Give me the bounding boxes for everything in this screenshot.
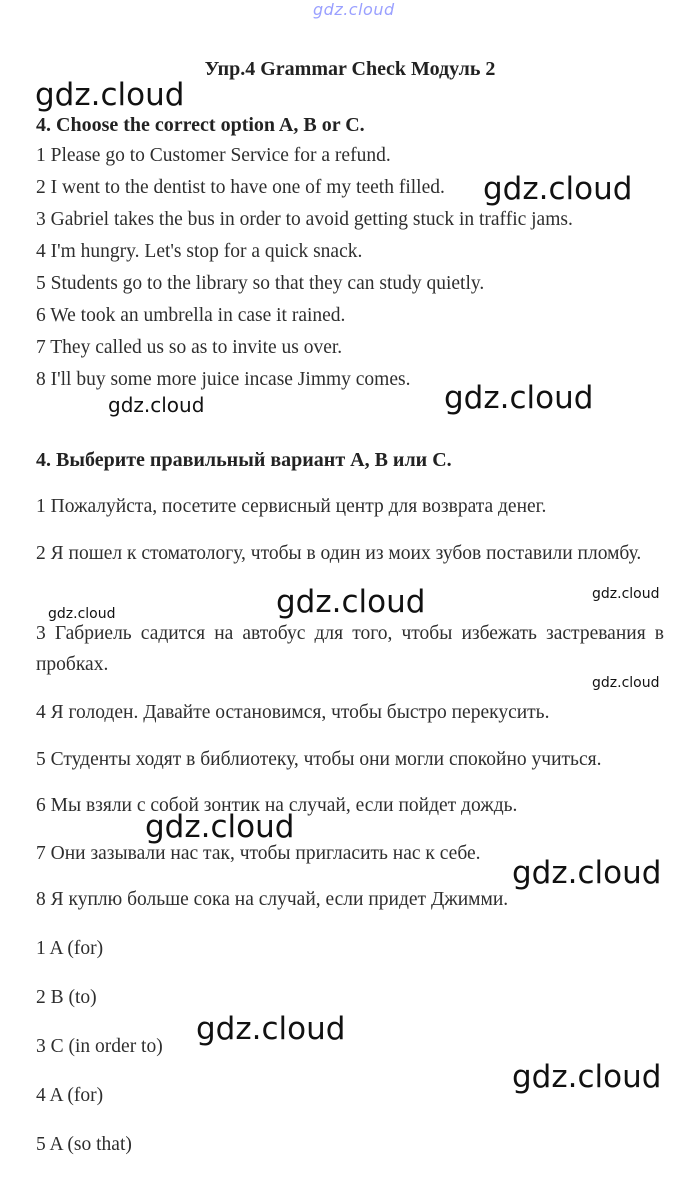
russian-item-7: 7 Они зазывали нас так, чтобы пригласить нас к себе. — [36, 843, 481, 864]
watermark-top: gdz.cloud — [313, 0, 395, 19]
english-heading: 4. Choose the correct option A, B or C. — [36, 114, 365, 136]
watermark: gdz.cloud — [483, 171, 633, 207]
watermark: gdz.cloud — [48, 606, 116, 622]
answer-1: 1 A (for) — [36, 938, 104, 959]
watermark: gdz.cloud — [145, 809, 295, 845]
answer-2: 2 B (to) — [36, 987, 97, 1008]
answer-3: 3 C (in order to) — [36, 1036, 163, 1057]
english-item-8: 8 I'll buy some more juice incase Jimmy comes. — [36, 369, 411, 390]
watermark: gdz.cloud — [592, 586, 660, 602]
watermark: gdz.cloud — [276, 584, 426, 620]
watermark: gdz.cloud — [592, 675, 660, 691]
watermark: gdz.cloud — [512, 855, 662, 891]
english-item-5: 5 Students go to the library so that they can study quietly. — [36, 273, 485, 294]
russian-heading: 4. Выберите правильный вариант А, В или С. — [36, 449, 452, 471]
english-item-4: 4 I'm hungry. Let's stop for a quick snack. — [36, 241, 363, 262]
russian-item-3: 3 Габриель садится на автобус для того, чтобы избежать застревания в пробках. — [36, 623, 664, 675]
english-item-3: 3 Gabriel takes the bus in order to avoid getting stuck in traffic jams. — [36, 209, 573, 230]
watermark: gdz.cloud — [196, 1011, 346, 1047]
page-title: Упр.4 Grammar Check Модуль 2 — [204, 58, 496, 80]
answer-5: 5 A (so that) — [36, 1134, 132, 1155]
watermark: gdz.cloud — [512, 1059, 662, 1095]
answer-4: 4 A (for) — [36, 1085, 104, 1106]
watermark: gdz.cloud — [108, 393, 205, 417]
english-item-7: 7 They called us so as to invite us over. — [36, 337, 343, 358]
english-item-2: 2 I went to the dentist to have one of my teeth filled. — [36, 177, 445, 198]
russian-item-6: 6 Мы взяли с собой зонтик на случай, если пойдет дождь. — [36, 795, 518, 816]
english-item-1: 1 Please go to Customer Service for a refund. — [36, 145, 391, 166]
russian-item-2: 2 Я пошел к стоматологу, чтобы в один из моих зубов поставили пломбу. — [36, 543, 642, 564]
russian-item-5: 5 Студенты ходят в библиотеку, чтобы они могли спокойно учиться. — [36, 749, 602, 770]
watermark: gdz.cloud — [35, 77, 185, 113]
watermark: gdz.cloud — [444, 380, 594, 416]
russian-item-4: 4 Я голоден. Давайте остановимся, чтобы быстро перекусить. — [36, 702, 550, 723]
english-item-6: 6 We took an umbrella in case it rained. — [36, 305, 346, 326]
russian-item-8: 8 Я куплю больше сока на случай, если придет Джимми. — [36, 889, 509, 910]
russian-item-1: 1 Пожалуйста, посетите сервисный центр для возврата денег. — [36, 496, 547, 517]
